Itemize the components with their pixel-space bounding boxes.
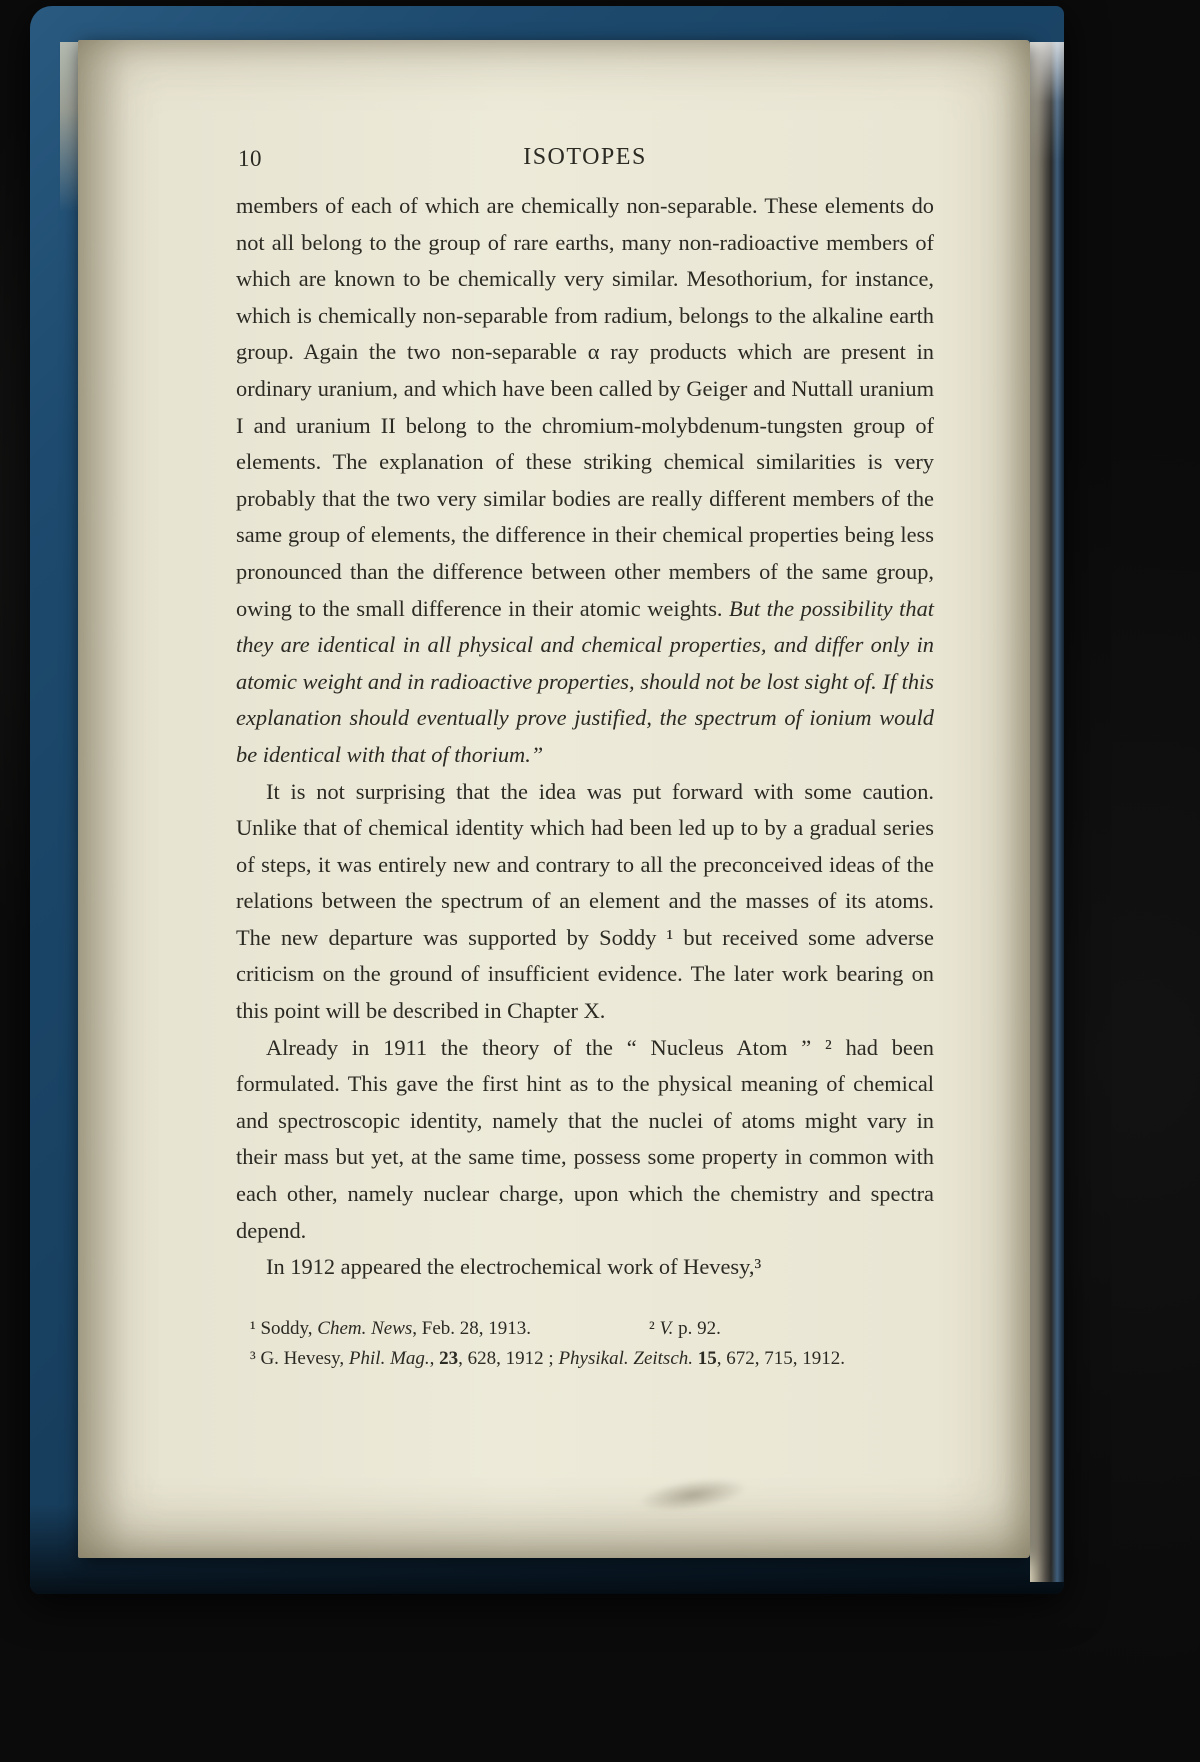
footnote-para-2 <box>236 1344 934 1374</box>
body-text <box>236 188 934 1286</box>
body-para-2 <box>236 774 934 1030</box>
text-segment: members of each of which are chemically non-separable. These elements do not all belong to the group of rare earths, many non-radioactive members of which are known to be chemically very similar. Mesothorium, for instance, which is chemically non-separable from radium, belongs to the alkaline earth group. Again the two non-separable α ray products which are present in ordinary uranium, and which have been called by Geiger and Nuttall uranium I and uranium II belong to the chromium-molybdenum-tungsten group of elements. The explanation of these striking chemical similarities is very probably that the two very similar bodies are really different members of the same group of elements, the difference in their chemical properties being less pronounced than the difference between other members of the same group, owing to the small difference in their atomic weights. <box>236 193 934 621</box>
text-segment: But the possibility that they are identical in all physical and chemical properties, and differ only in atomic weight and in radioactive properties, should not be lost sight of. If this explanation should eventually prove justified, the spectrum of ionium would be identical with that of thorium.” <box>236 595 934 767</box>
text-segment: , Feb. 28, 1913. <box>412 1317 532 1339</box>
text-segment: Chem. News <box>317 1317 413 1339</box>
page-title: ISOTOPES <box>523 144 647 170</box>
text-segment: 15 <box>697 1347 717 1369</box>
book-page <box>78 40 1030 1558</box>
body-para-1 <box>236 188 934 774</box>
page-header <box>236 142 934 182</box>
body-para-4 <box>236 1249 934 1286</box>
text-segment: Already in 1911 the theory of the “ Nucleus Atom ” ² had been formulated. This gave the first hint as to the physical meaning of chemical and spectroscopic identity, namely that the nuclei of atoms might vary in their mass but yet, at the same time, possess some property in common with each other, namely nuclear charge, upon which the chemistry and spectra depend. <box>236 1034 934 1243</box>
text-segment: , <box>429 1347 440 1369</box>
text-segment: In 1912 appeared the electrochemical work of Hevesy,³ <box>266 1254 762 1280</box>
text-segment: ¹ Soddy, <box>250 1317 318 1339</box>
footnote-para-1 <box>236 1314 934 1344</box>
text-segment: Phil. Mag. <box>348 1347 430 1369</box>
text-segment: Physikal. Zeitsch. <box>558 1347 694 1369</box>
body-para-3 <box>236 1030 934 1250</box>
text-segment: ² <box>649 1317 660 1339</box>
text-segment: 23 <box>439 1347 459 1369</box>
text-segment: ³ G. Hevesy, <box>250 1347 349 1369</box>
footnotes <box>236 1314 934 1374</box>
page-edges-right <box>1030 42 1064 1582</box>
text-segment: It is not surprising that the idea was put forward with some caution. Unlike that of chemical identity which had been led up to by a gradual series of steps, it was entirely new and contrary to all the preconceived ideas of the relations between the spectrum of an element and the masses of its atoms. The new departure was supported by Soddy ¹ but received some adverse criticism on the ground of insufficient evidence. The later work bearing on this point will be described in Chapter X. <box>236 778 934 1024</box>
page-number: 10 <box>238 146 262 171</box>
paper-smudge <box>636 1472 749 1517</box>
text-segment: , 628, 1912 ; <box>458 1347 559 1369</box>
text-segment: V. <box>659 1317 674 1339</box>
text-segment: p. 92. <box>673 1317 721 1339</box>
text-segment: , 672, 715, 1912. <box>716 1347 846 1369</box>
page-content <box>78 40 1030 1374</box>
page-edges-left <box>60 42 78 212</box>
